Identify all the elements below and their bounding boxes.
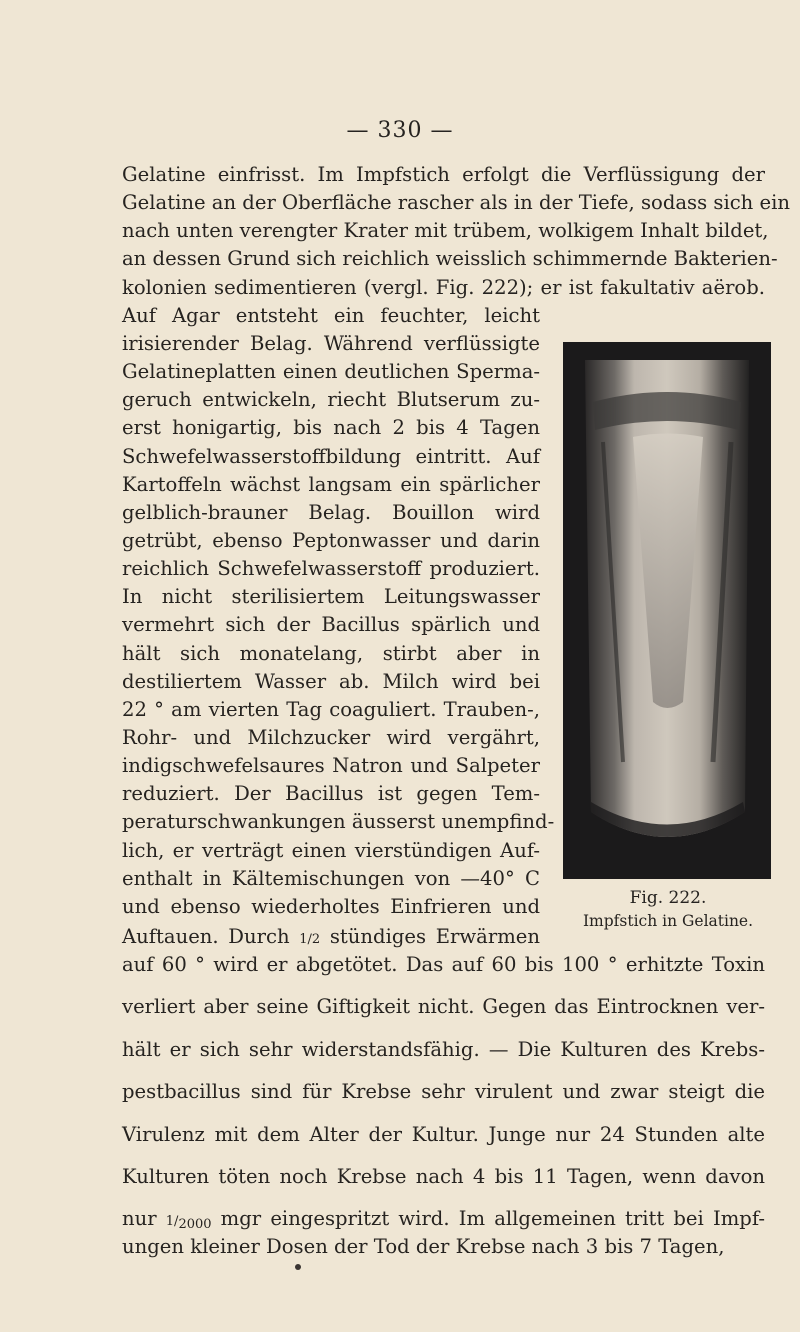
text-line: lich, er verträgt einen vierstündigen Auf- — [122, 838, 540, 862]
text-line: kolonien sedimentieren (vergl. Fig. 222); er ist fakultativ aërob. — [122, 275, 765, 299]
text-fragment: nur — [122, 1207, 166, 1230]
text-line: destiliertem Wasser ab. Milch wird bei — [122, 669, 540, 693]
text-line: gelblich-brauner Belag. Bouillon wird — [122, 500, 540, 524]
text-line: peraturschwankungen äusserst unempfind- — [122, 810, 555, 834]
text-line: pestbacillus sind für Krebse sehr virulent und zwar steigt die — [122, 1080, 765, 1104]
text-line: Schwefelwasserstoffbildung eintritt. Auf — [122, 444, 540, 468]
text-line: Gelatine an der Oberfläche rascher als in der Tiefe, sodass sich ein — [122, 191, 791, 215]
text-line: Gelatineplatten einen deutlichen Sperma- — [122, 360, 540, 384]
figure-caption: Impfstich in Gelatine. — [582, 912, 754, 930]
text-line: enthalt in Kältemischungen von —40° C — [122, 866, 540, 890]
text-line: In nicht sterilisiertem Leitungswasser — [122, 585, 540, 609]
text-line-nur: nur $1/_{2000}$ mgr eingespritzt wird. Im allgemeinen tritt bei Impf- — [122, 1207, 765, 1232]
text-line: hält sich monatelang, stirbt aber in — [122, 641, 540, 665]
text-line: nach unten verengter Krater mit trübem, wolkigem Inhalt bildet, — [122, 219, 769, 243]
figure-stab-culture-image — [563, 342, 771, 879]
text-line: 22 ° am vierten Tag coaguliert. Trauben-, — [122, 697, 540, 721]
figure-number: Fig. 222. — [629, 888, 707, 908]
text-line: indigschwefelsaures Natron und Salpeter — [122, 754, 540, 778]
text-line: reichlich Schwefelwasserstoff produziert. — [122, 557, 540, 581]
text-line: hält er sich sehr widerstandsfähig. — Die Kulturen des Krebs- — [122, 1037, 765, 1061]
text-line: Kartoffeln wächst langsam ein spärlicher — [122, 472, 540, 496]
text-line: vermehrt sich der Bacillus spärlich und — [122, 613, 540, 637]
text-line: Rohr- und Milchzucker wird vergährt, — [122, 726, 540, 749]
text-line: Auf Agar entsteht ein feuchter, leicht — [122, 303, 540, 327]
fraction-denominator: 2000 — [178, 1217, 212, 1232]
text-fragment: stündiges Erwärmen — [320, 925, 540, 948]
text-line: Virulenz mit dem Alter der Kultur. Junge nur 24 Stunden alte — [122, 1122, 765, 1146]
text-line: geruch entwickeln, riecht Blutserum zu- — [122, 388, 540, 412]
print-mark — [295, 1264, 301, 1270]
text-fragment: Auftauen. Durch — [122, 925, 300, 948]
page-number: — 330 — — [346, 118, 454, 143]
text-line: und ebenso wiederholtes Einfrieren und — [122, 894, 540, 918]
fraction-numerator: 1 — [165, 1214, 175, 1229]
text-line: Kulturen töten noch Krebse nach 4 bis 11 Tagen, wenn davon — [122, 1165, 765, 1188]
text-line: an dessen Grund sich reichlich weisslich schimmernde Bakterien- — [122, 247, 778, 271]
text-line-last: ungen kleiner Dosen der Tod der Krebse nach 3 bis 7 Tagen, — [122, 1235, 725, 1258]
text-fragment: mgr eingespritzt wird. Im allgemeinen tritt bei Impf- — [211, 1207, 765, 1230]
text-line: Gelatine einfrisst. Im Impfstich erfolgt die Verflüssigung der — [122, 163, 765, 186]
text-line: erst honigartig, bis nach 2 bis 4 Tagen — [122, 416, 540, 440]
text-line: getrübt, ebenso Peptonwasser und darin — [122, 528, 540, 552]
text-line: irisierender Belag. Während verflüssigte — [122, 331, 540, 355]
fraction-half: 1/2 — [299, 932, 321, 947]
text-line: verliert aber seine Giftigkeit nicht. Gegen das Eintrocknen ver- — [122, 995, 765, 1019]
text-line: auf 60 ° wird er abgetötet. Das auf 60 bis 100 ° erhitzte Toxin — [122, 953, 765, 976]
text-line: reduziert. Der Bacillus ist gegen Tem- — [122, 782, 540, 806]
text-line-auftauen — [122, 924, 540, 953]
